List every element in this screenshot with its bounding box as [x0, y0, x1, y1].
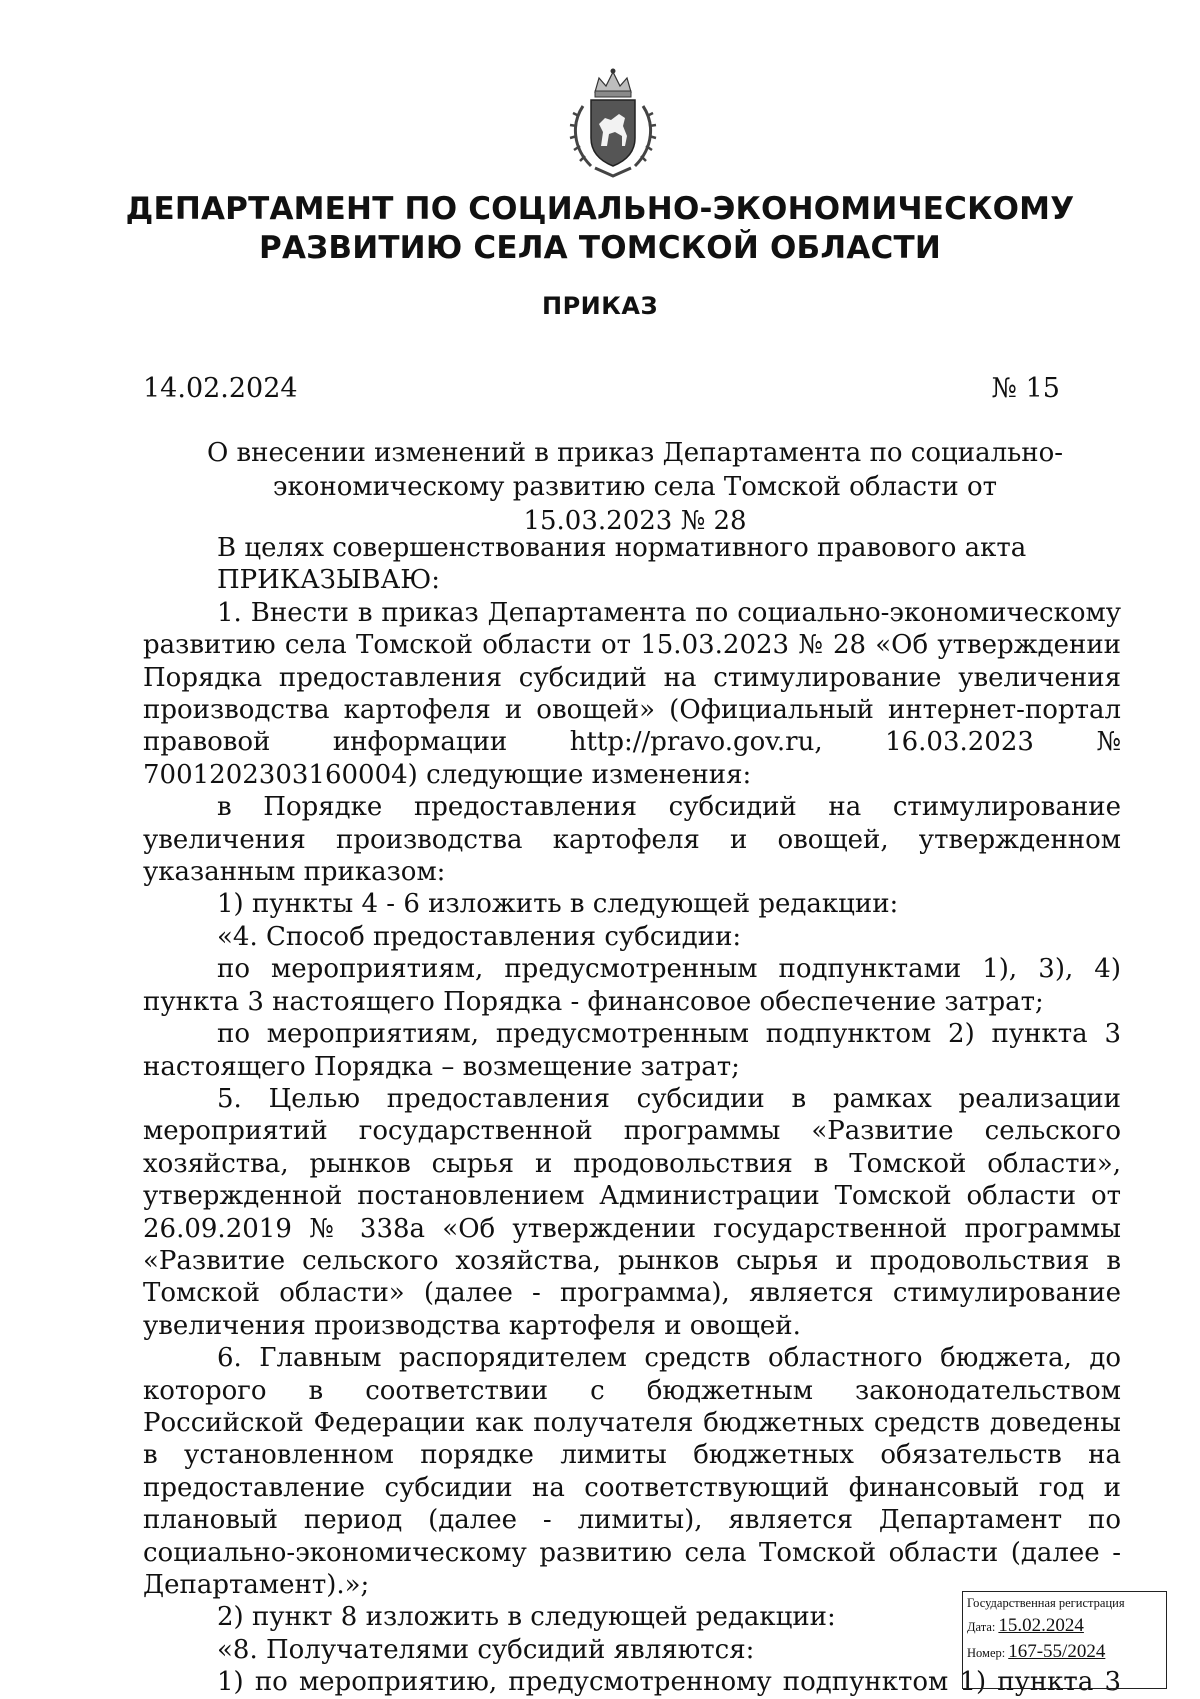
registration-stamp: [962, 1591, 1167, 1689]
stamp-title: Государственная регистрация: [967, 1596, 1125, 1610]
intro-paragraph: В целях совершенствования нормативного правового акта: [217, 533, 1027, 563]
coat-of-arms-icon: [565, 66, 661, 182]
paragraph-4: «4. Способ предоставления субсидии:: [217, 921, 742, 952]
paragraph-2: в Порядке предоставления субсидий на стимулирование увеличения производства картофеля и овощей, утвержденном указанным приказом:: [143, 792, 1121, 888]
department-title-line1: ДЕПАРТАМЕНТ ПО СОЦИАЛЬНО-ЭКОНОМИЧЕСКОМУ: [125, 191, 1075, 227]
paragraph-10: «8. Получателями субсидий являются:: [217, 1634, 755, 1665]
document-date: 14.02.2024: [143, 373, 298, 404]
stamp-number-row: [967, 1641, 1162, 1663]
document-subject: [205, 436, 1065, 538]
paragraph-5: по мероприятиям, предусмотренным подпунктами 1), 3), 4) пункта 3 настоящего Порядка - финансовое обеспечение затрат;: [143, 954, 1121, 1017]
paragraph-1: 1. Внести в приказ Департамента по социально-экономическому развитию села Томской области от 15.03.2023 № 28 «Об утверждении Порядка предоставления субсидий на стимулирование увеличения производства картофеля и овощей» (Официальный интернет-портал правовой информации http://pravo.gov.ru, 16.03.2023 № 7001202303160004) следующие изменения:: [143, 597, 1121, 790]
document-number: № 15: [991, 373, 1060, 404]
stamp-date-row: [967, 1615, 1162, 1637]
order-word: ПРИКАЗЫВАЮ:: [217, 565, 441, 596]
department-title-line2: РАЗВИТИЮ СЕЛА ТОМСКОЙ ОБЛАСТИ: [259, 230, 941, 266]
stamp-number-label: Номер:: [967, 1646, 1006, 1660]
subject-line2: экономическому развитию села Томской области от 15.03.2023 № 28: [272, 472, 998, 536]
subject-line1: О внесении изменений в приказ Департамента по социально-: [206, 438, 1064, 468]
document-body: [143, 532, 1121, 1699]
stamp-number-value: 167-55/2024: [1008, 1641, 1106, 1662]
paragraph-3: 1) пункты 4 - 6 изложить в следующей редакции:: [217, 889, 899, 920]
document-type: ПРИКАЗ: [541, 292, 658, 320]
paragraph-6: по мероприятиям, предусмотренным подпунктом 2) пункта 3 настоящего Порядка – возмещение затрат;: [143, 1019, 1121, 1082]
department-header: [0, 190, 1200, 268]
paragraph-9: 2) пункт 8 изложить в следующей редакции:: [217, 1602, 836, 1633]
stamp-date-value: 15.02.2024: [998, 1615, 1084, 1636]
paragraph-8: 6. Главным распорядителем средств областного бюджета, до которого в соответствии с бюджетным законодательством Российской Федерации как получателя бюджетных средств доведены в установленном порядке лимиты бюджетных обязательств на предоставление субсидии на соответствующий финансовый год и плановый период (далее - лимиты), является Департамент по социально-экономическому развитию села Томской области (далее - Департамент).»;: [143, 1343, 1121, 1600]
paragraph-11: 1) по мероприятию, предусмотренному подпунктом 1) пункта 3: [217, 1667, 1121, 1698]
paragraph-7: 5. Целью предоставления субсидии в рамках реализации мероприятий государственной программы «Развитие сельского хозяйства, рынков сырья и продовольствия в Томской области», утвержденной постановлением Администрации Томской области от 26.09.2019 № 338а «Об утверждении государственной программы «Развитие сельского хозяйства, рынков сырья и продовольствия в Томской области» (далее - программа), является стимулирование увеличения производства картофеля и овощей.: [143, 1083, 1121, 1341]
stamp-date-label: Дата:: [967, 1620, 996, 1634]
